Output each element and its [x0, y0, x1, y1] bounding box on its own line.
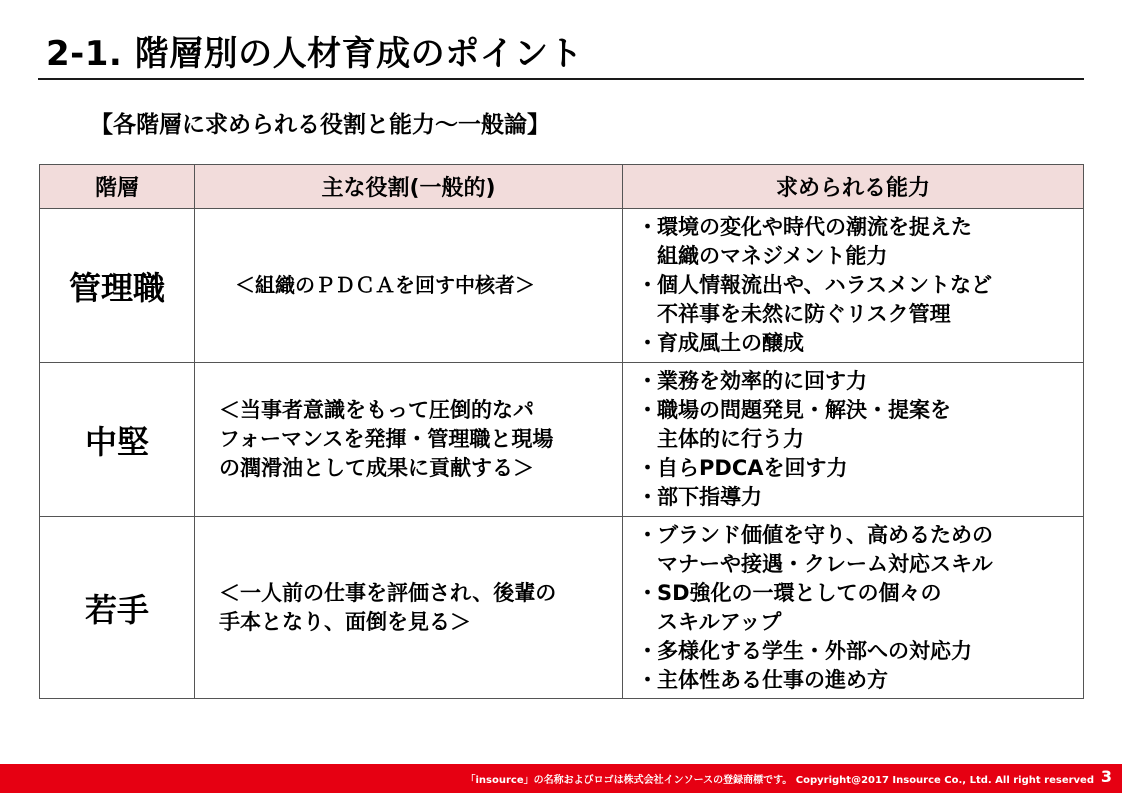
ability-text	[657, 367, 867, 396]
copyright-text: 「insource」の名称およびロゴは株式会社インソースの登録商標です。 Copyright@2017 Insource Co., Ltd. All right reserved	[465, 775, 1094, 786]
ability-text	[657, 637, 972, 666]
ability-text	[657, 483, 762, 512]
ability-item	[637, 637, 1083, 666]
level-cell: 中堅	[40, 363, 195, 517]
ability-text	[657, 454, 848, 483]
ability-line: 多様化する学生・外部への対応力	[657, 638, 972, 663]
role-line: の潤滑油として成果に貢献する＞	[219, 456, 534, 480]
role-cell	[195, 517, 623, 699]
ability-list	[637, 213, 1083, 358]
role-line: フォーマンスを発揮・管理職と現場	[219, 427, 554, 451]
ability-text	[657, 271, 992, 329]
ability-item	[637, 329, 1083, 358]
ability-line: スキルアップ	[657, 609, 782, 634]
bullet-mark: ・	[637, 580, 658, 605]
ability-cell	[623, 363, 1084, 517]
ability-line: 職場の問題発見・解決・提案を	[657, 398, 951, 422]
ability-line: 組織のマネジメント能力	[657, 244, 888, 268]
roles-abilities-table	[39, 164, 1084, 699]
section-subtitle: 【各階層に求められる役割と能力～一般論】	[90, 112, 550, 138]
table-row	[40, 209, 1084, 363]
ability-text	[657, 579, 942, 637]
ability-line: SD強化の一環としての個々の	[657, 580, 942, 605]
bullet-mark: ・	[637, 398, 658, 422]
role-cell	[195, 363, 623, 517]
ability-line: 環境の変化や時代の潮流を捉えた	[657, 215, 972, 239]
bullet-mark: ・	[637, 273, 658, 297]
ability-list	[637, 367, 1083, 512]
bullet-mark: ・	[637, 522, 658, 547]
header-level: 階層	[40, 165, 195, 209]
table-row	[40, 517, 1084, 699]
bullet-mark: ・	[637, 331, 658, 355]
role-cell	[195, 209, 623, 363]
header-role: 主な役割(一般的)	[195, 165, 623, 209]
page-title: 2-1. 階層別の人材育成のポイント	[46, 34, 584, 74]
bullet-mark: ・	[637, 456, 658, 480]
ability-item	[637, 396, 1083, 454]
ability-text	[657, 329, 804, 358]
role-line: ＜当事者意識をもって圧倒的なパ	[219, 398, 534, 422]
ability-cell	[623, 517, 1084, 699]
bullet-mark: ・	[637, 667, 658, 692]
ability-text	[657, 213, 972, 271]
level-cell: 管理職	[40, 209, 195, 363]
bullet-mark: ・	[637, 215, 658, 239]
ability-line: 個人情報流出や、ハラスメントなど	[657, 273, 992, 297]
ability-line: 育成風土の醸成	[657, 331, 804, 355]
page-number: 3	[1100, 767, 1112, 786]
ability-line: 自らPDCAを回す力	[657, 456, 848, 480]
ability-line: 業務を効率的に回す力	[657, 369, 867, 393]
role-line: 手本となり、面倒を見る＞	[219, 609, 471, 634]
ability-item	[637, 579, 1083, 637]
ability-item	[637, 454, 1083, 483]
ability-line: ブランド価値を守り、高めるための	[657, 522, 993, 547]
ability-item	[637, 483, 1083, 512]
bullet-mark: ・	[637, 485, 658, 509]
table-header-row	[40, 165, 1084, 209]
ability-item	[637, 367, 1083, 396]
ability-line: 部下指導力	[657, 485, 762, 509]
ability-list	[637, 521, 1083, 695]
ability-item	[637, 271, 1083, 329]
ability-cell	[623, 209, 1084, 363]
ability-item	[637, 213, 1083, 271]
ability-line: 主体的に行う力	[657, 427, 804, 451]
ability-line: 不祥事を未然に防ぐリスク管理	[657, 302, 951, 326]
ability-text	[657, 396, 951, 454]
ability-line: マナーや接遇・クレーム対応スキル	[657, 551, 993, 576]
ability-line: 主体性ある仕事の進め方	[657, 667, 888, 692]
header-ability: 求められる能力	[623, 165, 1084, 209]
bullet-mark: ・	[637, 638, 658, 663]
ability-item	[637, 666, 1083, 695]
role-line: ＜組織のＰＤＣＡを回す中核者＞	[235, 273, 535, 297]
table-row	[40, 363, 1084, 517]
ability-text	[657, 666, 888, 695]
bullet-mark: ・	[637, 369, 658, 393]
level-cell: 若手	[40, 517, 195, 699]
footer-bar	[0, 764, 1122, 793]
role-line: ＜一人前の仕事を評価され、後輩の	[219, 580, 557, 605]
ability-text	[657, 521, 993, 579]
title-underline	[38, 78, 1084, 80]
ability-item	[637, 521, 1083, 579]
